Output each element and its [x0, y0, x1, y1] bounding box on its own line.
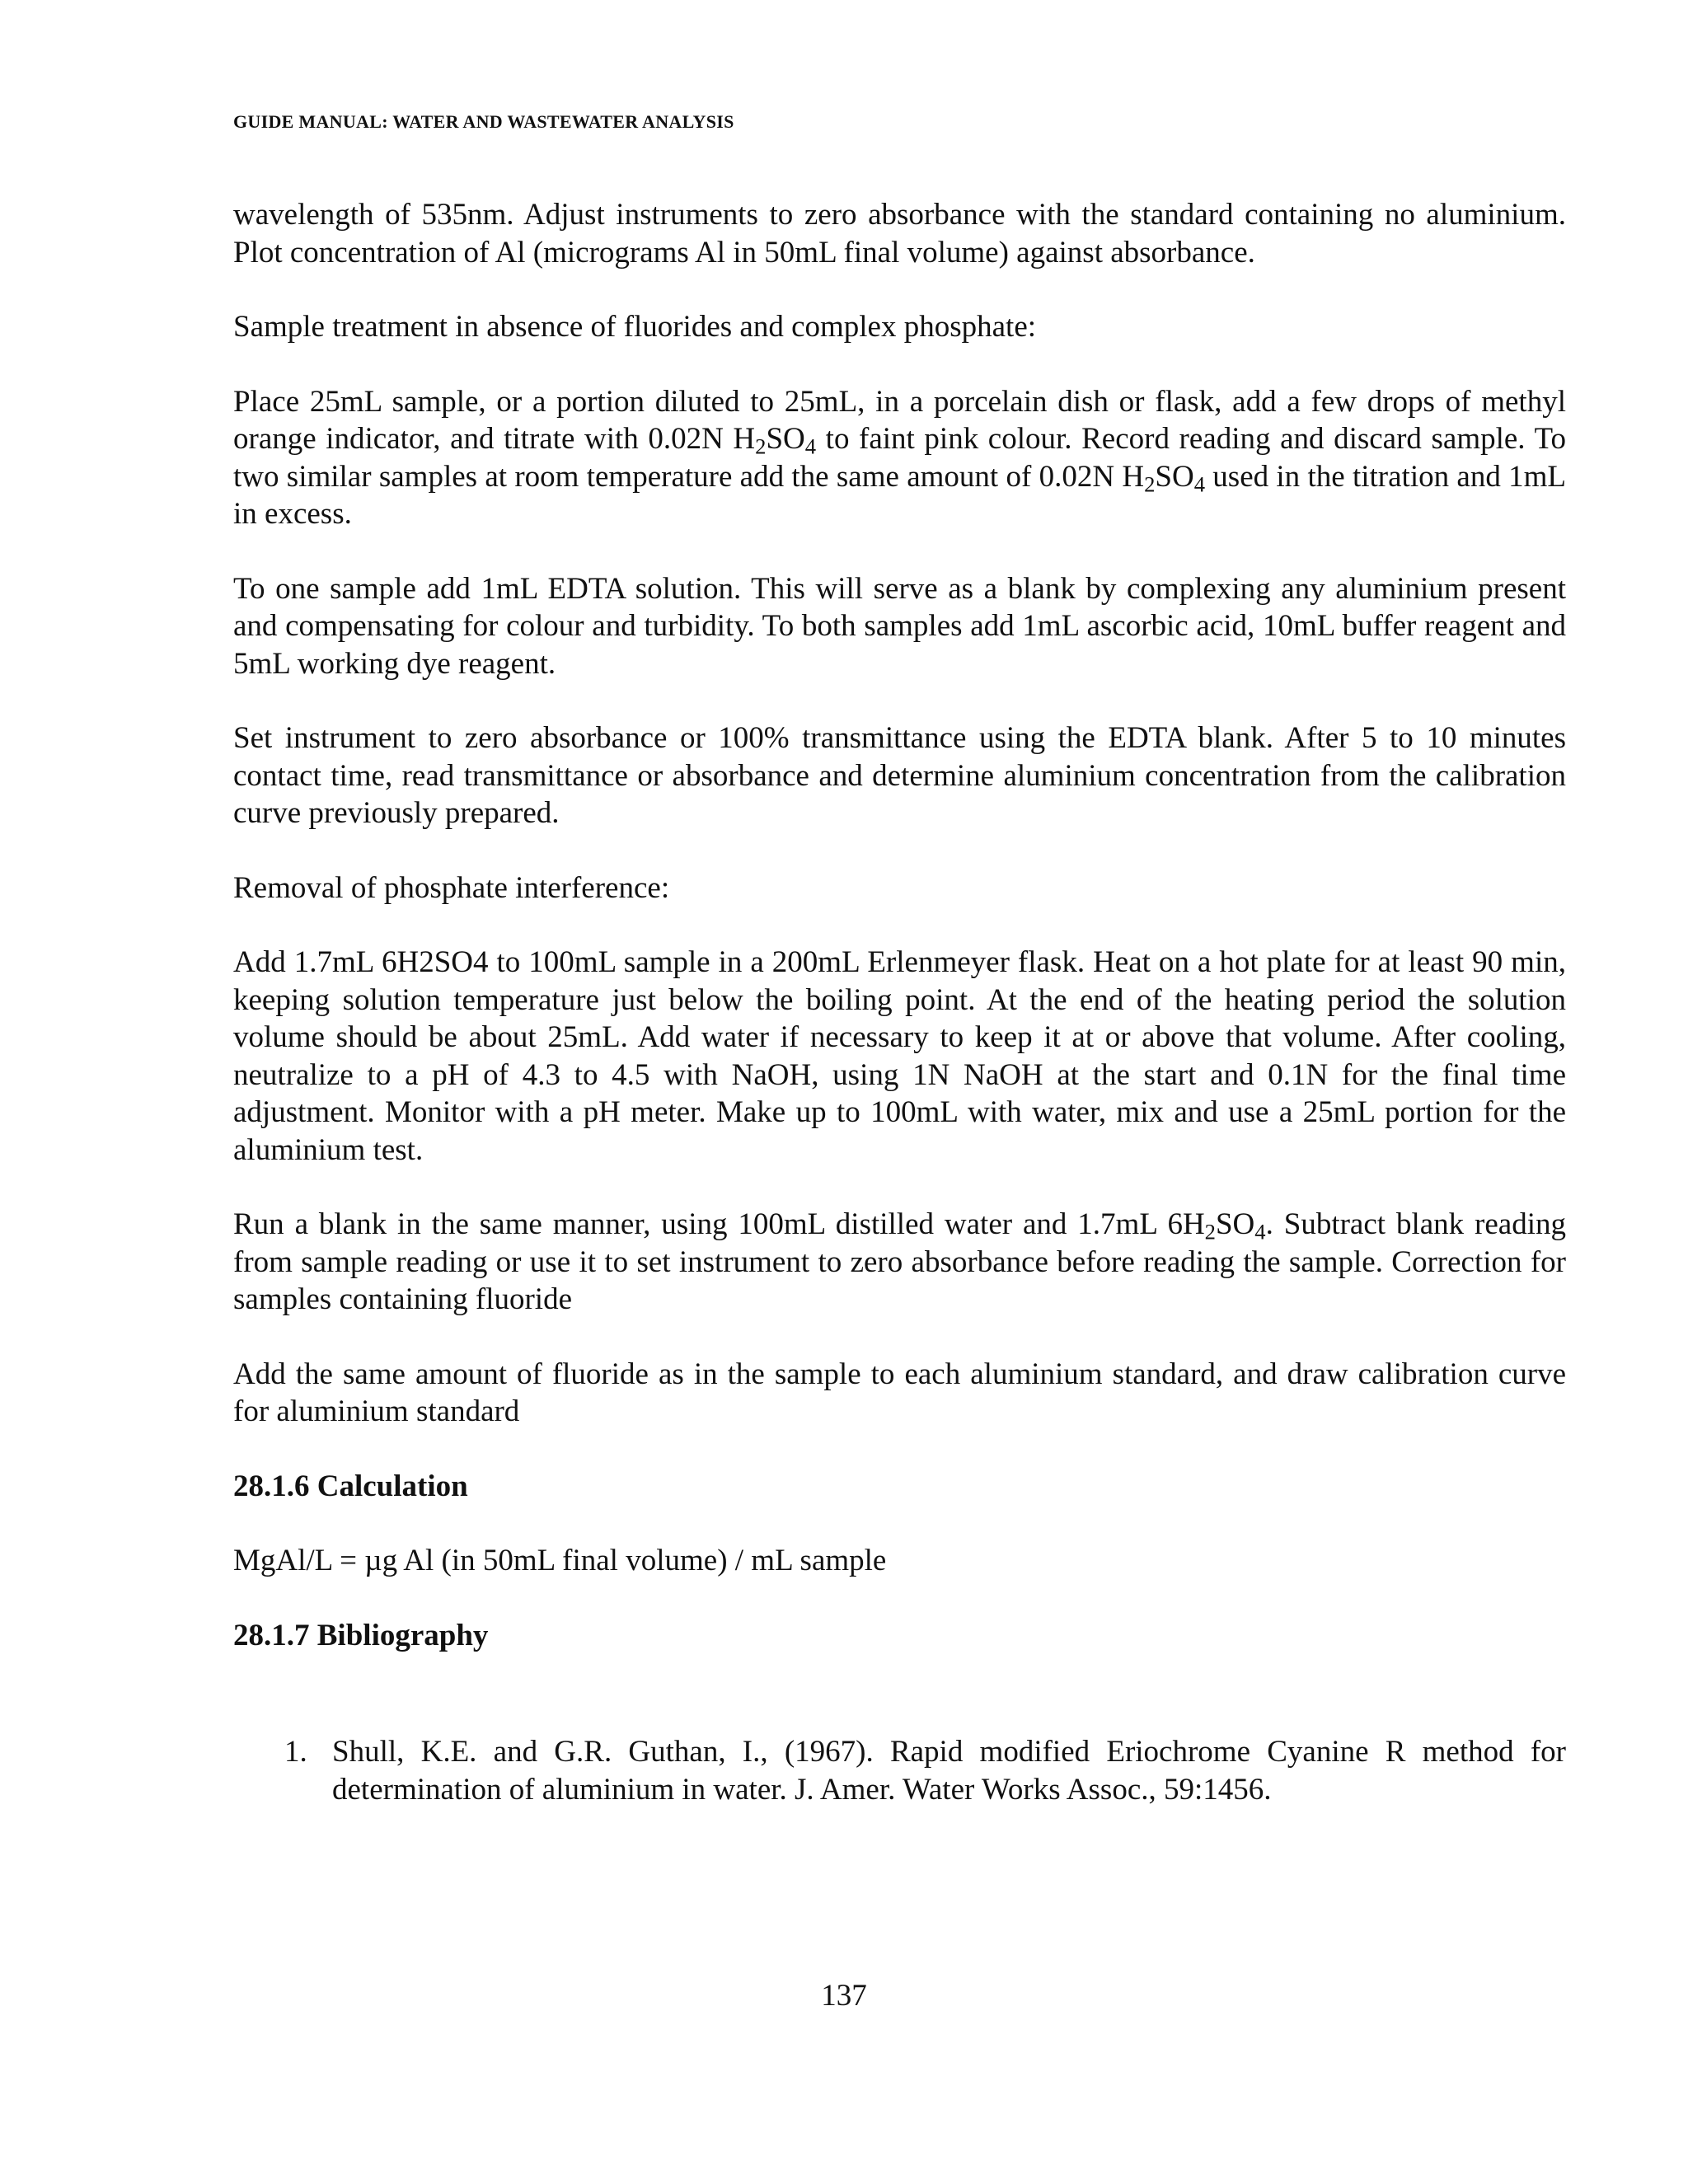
paragraph-phosphate-title: Removal of phosphate interference: — [233, 870, 670, 905]
subscript: 4 — [804, 434, 817, 459]
blank-text-b: SO — [1215, 1207, 1255, 1241]
paragraph-run-blank — [233, 1206, 1566, 1319]
page-body — [233, 196, 1566, 1808]
reference-text: Shull, K.E. and G.R. Guthan, I., (1967). Rapid modified Eriochrome Cyanine R method for determination of aluminium in water. J. Amer. Water Works Assoc., 59:1456. — [332, 1735, 1566, 1807]
reference-number-label: 1. — [284, 1735, 307, 1769]
titration-text-d: SO — [1155, 459, 1194, 494]
section-heading-calculation: 28.1.6 Calculation — [233, 1469, 468, 1503]
paragraph-set-instrument: Set instrument to zero absorbance or 100% transmittance using the EDTA blank. After 5 to 10 minutes contact time, read transmittance or absorbance and determine aluminium concentration from the calibration curve previously prepared. — [233, 721, 1566, 830]
section-heading-bibliography: 28.1.7 Bibliography — [233, 1618, 489, 1652]
running-header: GUIDE MANUAL: WATER AND WASTEWATER ANALYSIS — [233, 111, 734, 132]
subscript: 4 — [1193, 471, 1205, 497]
bibliography-list — [233, 1733, 1566, 1808]
titration-text-e: used in the titration and 1mL in excess. — [233, 459, 1566, 531]
titration-text-b: SO — [766, 422, 805, 456]
paragraph-titration — [233, 383, 1566, 533]
reference-number — [233, 1733, 332, 1808]
blank-text-a: Run a blank in the same manner, using 100mL distilled water and 1.7mL 6H — [233, 1207, 1205, 1241]
reference-item — [233, 1733, 1566, 1808]
subscript: 2 — [1144, 471, 1156, 497]
titration-text-a: Place 25mL sample, or a portion diluted to 25mL, in a porcelain dish or flask, add a few drops of methyl orange indicator, and titrate with 0.02N H — [233, 384, 1566, 456]
subscript: 2 — [755, 434, 767, 459]
paragraph-phosphate-removal: Add 1.7mL 6H2SO4 to 100mL sample in a 200mL Erlenmeyer flask. Heat on a hot plate for at least 90 min, keeping solution temperature just below the boiling point. At the end of the heating period the solution volume should be about 25mL. Add water if necessary to keep it at or above that volume. After cooling, neutralize to a pH of 4.3 to 4.5 with NaOH, using 1N NaOH at the start and 0.1N for the final time adjustment. Monitor with a pH meter. Make up to 100mL with water, mix and use a 25mL portion for the aluminium test. — [233, 945, 1566, 1167]
paragraph-sample-treatment-title: Sample treatment in absence of fluorides and complex phosphate: — [233, 310, 1037, 344]
page-number: 137 — [821, 1979, 867, 2013]
paragraph-edta-blank: To one sample add 1mL EDTA solution. This will serve as a blank by complexing any aluminium present and compensating for colour and turbidity. To both samples add 1mL ascorbic acid, 10mL buffer reagent and 5mL working dye reagent. — [233, 571, 1566, 681]
calculation-formula: MgAl/L = µg Al (in 50mL final volume) / mL sample — [233, 1544, 887, 1577]
paragraph-calibration: wavelength of 535nm. Adjust instruments to zero absorbance with the standard containing no aluminium. Plot concentration of Al (micrograms Al in 50mL final volume) against absorbance. — [233, 198, 1566, 269]
subscript: 4 — [1254, 1219, 1266, 1244]
paragraph-fluoride-correction: Add the same amount of fluoride as in the sample to each aluminium standard, and draw calibration curve for aluminium standard — [233, 1357, 1566, 1428]
titration-text-c: to faint pink colour. Record reading and discard sample. To two similar samples at room temperature add the same amount of 0.02N H — [233, 422, 1566, 494]
blank-text-c: . Subtract blank reading from sample reading or use it to set instrument to zero absorbance before reading the sample. Correction for samples containing fluoride — [233, 1207, 1567, 1316]
subscript: 2 — [1204, 1219, 1216, 1244]
